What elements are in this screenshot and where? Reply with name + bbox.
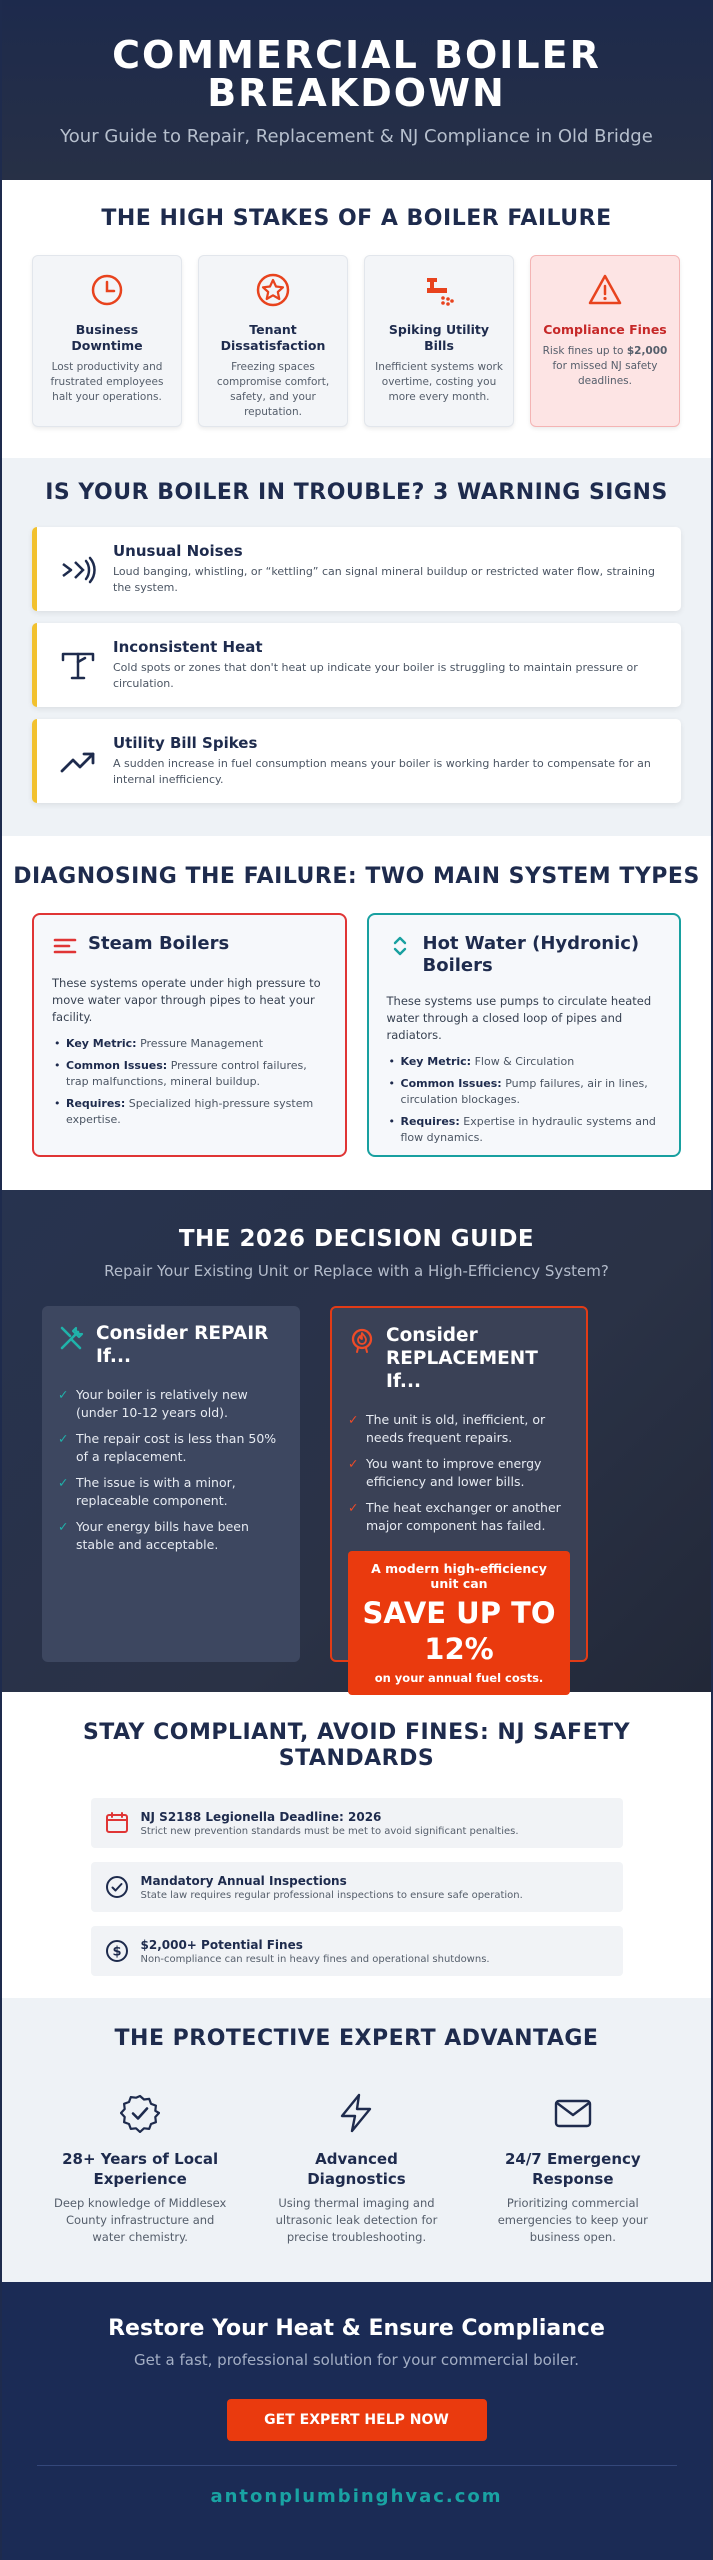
- badge-check-icon: [120, 2093, 160, 2133]
- compliance-item-text: State law requires regular professional inspections to ensure safe operation.: [140, 1889, 523, 1901]
- compliance-item-fines: [91, 1926, 623, 1976]
- savings-callout-tail: on your annual fuel costs.: [374, 1671, 544, 1685]
- expert-title: THE PROTECTIVE EXPERT ADVANTAGE: [114, 2026, 599, 2051]
- steam-lines-icon: [52, 933, 78, 959]
- stake-card-utility: [364, 255, 514, 427]
- diagnose-title: DIAGNOSING THE FAILURE: TWO MAIN SYSTEM TYPES: [13, 864, 700, 889]
- footer-divider: [37, 2465, 677, 2466]
- stakes-title: THE HIGH STAKES OF A BOILER FAILURE: [101, 206, 612, 231]
- expert-item-experience: [32, 2093, 248, 2246]
- water-card-desc: These systems use pumps to circulate heated water through a closed loop of pipes and radiators.: [386, 994, 652, 1042]
- clock-icon: [89, 272, 125, 308]
- warning-item-heat: [32, 623, 681, 707]
- warning-item-bills: [32, 719, 681, 803]
- flame-icon: [348, 1326, 376, 1354]
- footer-subtitle: Get a fast, professional solution for your commercial boiler.: [134, 2351, 579, 2369]
- compliance-item-text: Non-compliance can result in heavy fines and operational shutdowns.: [140, 1953, 490, 1965]
- warning-item-title: Unusual Noises: [113, 542, 243, 560]
- compliance-item-legionella: [91, 1798, 623, 1848]
- expert-item-title: Advanced Diagnostics: [307, 2150, 406, 2188]
- stake-title: Business Downtime: [71, 322, 143, 353]
- expert-item-text: Prioritizing commercial emergencies to keep your business open.: [497, 2196, 648, 2244]
- steam-bullet: • Key Metric: Pressure Management: [52, 1036, 327, 1052]
- warning-section: [2, 458, 711, 836]
- expert-item-text: Deep knowledge of Middlesex County infrastructure and water chemistry.: [53, 2196, 227, 2244]
- wrench-screwdriver-icon: [58, 1324, 86, 1352]
- circulation-arrows-icon: [387, 933, 413, 959]
- steam-card-desc: These systems operate under high pressure to move water vapor through pipes to heat your facility.: [52, 976, 321, 1024]
- warning-item-text: Cold spots or zones that don't heat up indicate your boiler is struggling to maintain pressure or circulation.: [113, 661, 638, 690]
- stake-title: Spiking Utility Bills: [388, 322, 490, 353]
- hot-water-boiler-card: [367, 913, 682, 1157]
- compliance-item-title: NJ S2188 Legionella Deadline: 2026: [140, 1809, 382, 1824]
- website-link[interactable]: antonplumbinghvac.com: [210, 2486, 503, 2507]
- repair-item: ✓ Your boiler is relatively new (under 10-12 years old).: [58, 1386, 284, 1422]
- steam-boiler-card: [32, 913, 347, 1157]
- radiator-valve-icon: [59, 646, 97, 684]
- warning-icon: [587, 272, 623, 308]
- replacement-item: ✓ The heat exchanger or another major component has failed.: [348, 1499, 570, 1535]
- replacement-card-title: Consider REPLACEMENT If...: [386, 1325, 538, 1392]
- expert-item-emergency: [465, 2093, 681, 2246]
- repair-item: ✓ Your energy bills have been stable and acceptable.: [58, 1518, 284, 1554]
- stake-text: Risk fines up to $2,000 for missed NJ safety deadlines.: [542, 345, 668, 387]
- footer-cta-section: [2, 2282, 711, 2560]
- expert-item-title: 28+ Years of Local Experience: [62, 2150, 219, 2188]
- footer-title: Restore Your Heat & Ensure Compliance: [108, 2316, 605, 2341]
- water-bullet: • Requires: Expertise in hydraulic systems and flow dynamics.: [387, 1114, 662, 1146]
- decision-title: THE 2026 DECISION GUIDE: [178, 1226, 535, 1252]
- stake-title: Compliance Fines: [543, 322, 667, 337]
- svg-text:$: $: [111, 1944, 122, 1960]
- expert-item-diagnostics: [248, 2093, 464, 2246]
- replacement-card: [330, 1306, 588, 1685]
- trend-up-icon: [59, 742, 97, 780]
- repair-item: ✓ The issue is with a minor, replaceable component.: [58, 1474, 284, 1510]
- savings-callout-headline: SAVE UP TO 12%: [362, 1596, 556, 1666]
- faucet-icon: [421, 272, 457, 308]
- steam-bullet: • Common Issues: Pressure control failures, trap malfunctions, mineral buildup.: [52, 1058, 327, 1090]
- savings-callout: [348, 1551, 570, 1695]
- hero-title: COMMERCIAL BOILER BREAKDOWN: [112, 33, 601, 115]
- stake-text: Inefficient systems work overtime, costing you more every month.: [375, 361, 503, 403]
- expert-item-title: 24/7 Emergency Response: [504, 2150, 641, 2188]
- water-bullet: • Common Issues: Pump failures, air in lines, circulation blockages.: [387, 1076, 662, 1108]
- expert-item-text: Using thermal imaging and ultrasonic leak detection for precise troubleshooting.: [275, 2196, 438, 2244]
- repair-card: [42, 1306, 300, 1662]
- stake-card-fines: [530, 255, 680, 427]
- water-bullet: • Key Metric: Flow & Circulation: [387, 1054, 662, 1070]
- warning-item-title: Utility Bill Spikes: [113, 734, 258, 752]
- stake-card-downtime: [32, 255, 182, 427]
- warning-item-noises: [32, 527, 681, 611]
- decision-section: [2, 1190, 711, 1692]
- steam-card-title: Steam Boilers: [88, 933, 230, 954]
- dollar-circle-icon: [105, 1939, 129, 1963]
- warning-item-title: Inconsistent Heat: [113, 638, 263, 656]
- check-circle-icon: [105, 1875, 129, 1899]
- calendar-icon: [105, 1811, 129, 1835]
- stake-title: Tenant Dissatisfaction: [220, 322, 326, 353]
- stake-card-tenant: [198, 255, 348, 427]
- decision-subtitle: Repair Your Existing Unit or Replace with a High-Efficiency System?: [104, 1262, 609, 1280]
- hero-banner: [2, 0, 711, 180]
- repair-card-title: Consider REPAIR If...: [96, 1323, 269, 1367]
- savings-callout-lead: A modern high-efficiency unit can: [371, 1561, 547, 1591]
- replacement-item: ✓ The unit is old, inefficient, or needs frequent repairs.: [348, 1411, 570, 1447]
- envelope-icon: [553, 2093, 593, 2133]
- compliance-item-title: Mandatory Annual Inspections: [140, 1873, 347, 1888]
- stakes-section: [2, 180, 711, 458]
- star-badge-icon: [255, 272, 291, 308]
- warning-item-text: Loud banging, whistling, or “kettling” can signal mineral buildup or restricted water flow, straining the system.: [113, 565, 655, 594]
- repair-item: ✓ The repair cost is less than 50% of a replacement.: [58, 1430, 284, 1466]
- water-card-title: Hot Water (Hydronic) Boilers: [422, 933, 640, 976]
- compliance-section: [2, 1692, 711, 1998]
- diagnose-section: [2, 836, 711, 1190]
- stake-text: Freezing spaces compromise comfort, safety, and your reputation.: [216, 361, 330, 418]
- sound-wave-icon: [59, 550, 97, 588]
- compliance-title: STAY COMPLIANT, AVOID FINES: NJ SAFETY STANDARDS: [82, 1720, 631, 1771]
- warning-item-text: A sudden increase in fuel consumption means your boiler is working harder to compensate for an internal inefficiency.: [113, 757, 651, 786]
- expert-section: [2, 1998, 711, 2282]
- warning-title: IS YOUR BOILER IN TROUBLE? 3 WARNING SIGNS: [45, 480, 668, 505]
- steam-bullet: • Requires: Specialized high-pressure system expertise.: [52, 1096, 327, 1128]
- replacement-item: ✓ You want to improve energy efficiency and lower bills.: [348, 1455, 570, 1491]
- get-expert-help-button[interactable]: GET EXPERT HELP NOW: [227, 2399, 487, 2441]
- compliance-item-inspections: [91, 1862, 623, 1912]
- compliance-item-title: $2,000+ Potential Fines: [140, 1937, 303, 1952]
- hero-subtitle: Your Guide to Repair, Replacement & NJ Compliance in Old Bridge: [60, 126, 653, 147]
- stake-text: Lost productivity and frustrated employees halt your operations.: [50, 361, 164, 403]
- lightning-icon: [336, 2093, 376, 2133]
- compliance-item-text: Strict new prevention standards must be met to avoid significant penalties.: [140, 1825, 519, 1837]
